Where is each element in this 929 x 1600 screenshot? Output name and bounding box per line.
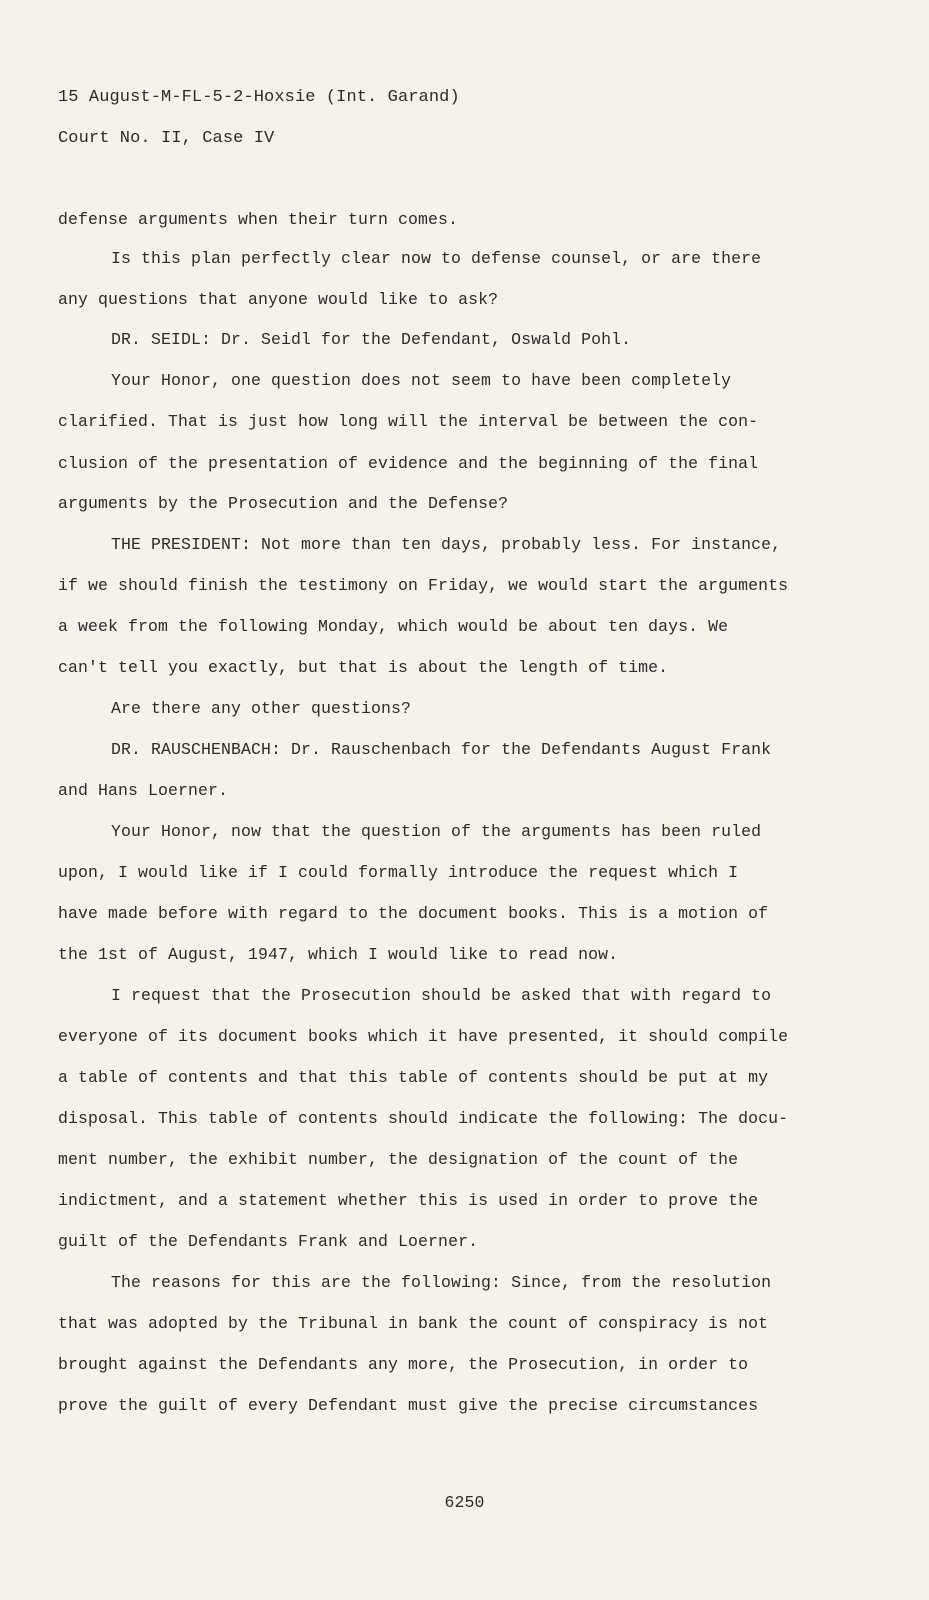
text-line: The reasons for this are the following: Since, from the resolution — [111, 1273, 772, 1292]
text-line: ment number, the exhibit number, the designation of the count of the — [58, 1150, 739, 1169]
text-line: Your Honor, one question does not seem to have been completely — [111, 371, 732, 390]
text-line: Is this plan perfectly clear now to defense counsel, or are there — [111, 249, 762, 268]
page-number: 6250 — [444, 1493, 485, 1512]
text-line: a table of contents and that this table of contents should be put at my — [58, 1068, 769, 1087]
text-line: clusion of the presentation of evidence and the beginning of the final — [58, 454, 759, 473]
text-line: can't tell you exactly, but that is about the length of time. — [58, 658, 669, 677]
text-line: brought against the Defendants any more, the Prosecution, in order to — [58, 1355, 749, 1374]
text-line: Your Honor, now that the question of the arguments has been ruled — [111, 822, 762, 841]
text-line: have made before with regard to the document books. This is a motion of — [58, 904, 769, 923]
text-line: if we should finish the testimony on Friday, we would start the arguments — [58, 576, 789, 595]
text-line: a week from the following Monday, which would be about ten days. We — [58, 617, 729, 636]
text-line: prove the guilt of every Defendant must give the precise circumstances — [58, 1396, 759, 1415]
text-line: Are there any other questions? — [111, 699, 412, 718]
text-line: defense arguments when their turn comes. — [58, 210, 459, 229]
text-line: arguments by the Prosecution and the Defense? — [58, 494, 509, 513]
header-transcript-id: 15 August-M-FL-5-2-Hoxsie (Int. Garand) — [58, 88, 460, 107]
text-line: any questions that anyone would like to ask? — [58, 290, 499, 309]
text-line: everyone of its document books which it have presented, it should compile — [58, 1027, 789, 1046]
text-line: guilt of the Defendants Frank and Loerner. — [58, 1232, 479, 1251]
header-court-case: Court No. II, Case IV — [58, 129, 275, 148]
text-line: the 1st of August, 1947, which I would like to read now. — [58, 945, 619, 964]
text-line: that was adopted by the Tribunal in bank the count of conspiracy is not — [58, 1314, 769, 1333]
text-line: DR. RAUSCHENBACH: Dr. Rauschenbach for the Defendants August Frank — [111, 740, 772, 759]
text-line: DR. SEIDL: Dr. Seidl for the Defendant, Oswald Pohl. — [111, 330, 632, 349]
text-line: and Hans Loerner. — [58, 781, 229, 800]
text-line: clarified. That is just how long will the interval be between the con- — [58, 412, 759, 431]
text-line: THE PRESIDENT: Not more than ten days, probably less. For instance, — [111, 535, 782, 554]
text-line: upon, I would like if I could formally introduce the request which I — [58, 863, 739, 882]
text-line: indictment, and a statement whether this is used in order to prove the — [58, 1191, 759, 1210]
text-line: I request that the Prosecution should be asked that with regard to — [111, 986, 772, 1005]
text-line: disposal. This table of contents should indicate the following: The docu- — [58, 1109, 789, 1128]
